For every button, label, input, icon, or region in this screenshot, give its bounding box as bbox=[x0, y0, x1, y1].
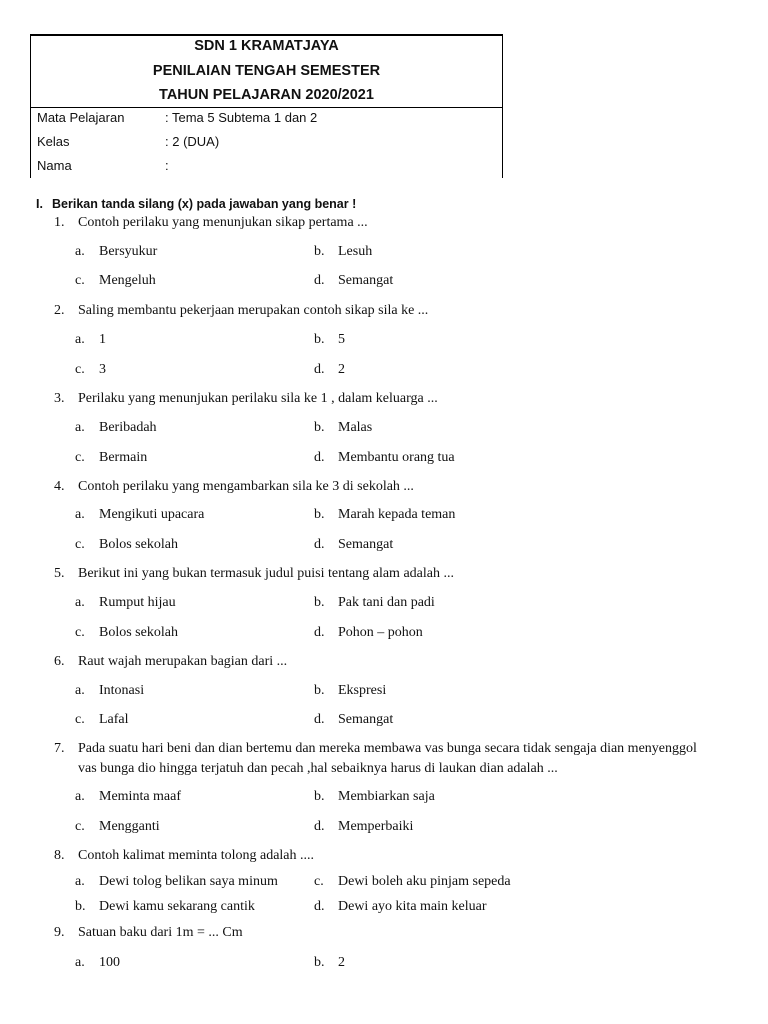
option-text: Membantu orang tua bbox=[338, 450, 455, 465]
question-number: 3. bbox=[54, 391, 65, 406]
option-text: Meminta maaf bbox=[99, 789, 182, 804]
option-text: Semangat bbox=[338, 712, 394, 727]
option-letter: d. bbox=[314, 362, 325, 377]
option-text: Bolos sekolah bbox=[99, 625, 178, 640]
q5-option-a[interactable] bbox=[75, 595, 176, 611]
option-letter: a. bbox=[75, 955, 85, 970]
option-text: Marah kepada teman bbox=[338, 507, 456, 522]
option-text: 1 bbox=[99, 332, 106, 347]
option-text: 3 bbox=[99, 362, 106, 377]
option-text: Mengeluh bbox=[99, 273, 156, 288]
q6-option-a[interactable] bbox=[75, 683, 144, 699]
option-letter: a. bbox=[75, 332, 85, 347]
option-letter: a. bbox=[75, 789, 85, 804]
q2-option-d[interactable] bbox=[314, 362, 345, 378]
q9-option-a[interactable] bbox=[75, 955, 120, 971]
q6-option-c[interactable] bbox=[75, 712, 129, 728]
q8-option-c[interactable] bbox=[314, 874, 511, 890]
q3-option-b[interactable] bbox=[314, 420, 372, 436]
q5-option-d[interactable] bbox=[314, 625, 423, 641]
option-text: 5 bbox=[338, 332, 345, 347]
option-text: Malas bbox=[338, 420, 373, 435]
question-number: 1. bbox=[54, 215, 65, 230]
question-number: 7. bbox=[54, 741, 65, 756]
question-number: 6. bbox=[54, 654, 65, 669]
section-number: I. bbox=[36, 197, 43, 211]
option-letter: d. bbox=[314, 625, 325, 640]
option-letter: d. bbox=[314, 450, 325, 465]
q3-option-d[interactable] bbox=[314, 450, 455, 466]
option-text: Mengikuti upacara bbox=[99, 507, 205, 522]
option-letter: b. bbox=[314, 683, 325, 698]
question-number: 8. bbox=[54, 848, 65, 863]
q3-option-a[interactable] bbox=[75, 420, 157, 436]
option-letter: a. bbox=[75, 244, 85, 259]
question-text: Pada suatu hari beni dan dian bertemu dan mereka membawa vas bunga secara tidak sengaja dian menyenggol vas bunga dio hingga terjatuh dan pecah ,hal sebaiknya harus di laukan dian adalah ... bbox=[78, 741, 697, 776]
option-letter: d. bbox=[314, 819, 325, 834]
option-text: Bolos sekolah bbox=[99, 537, 178, 552]
option-text: 2 bbox=[338, 362, 345, 377]
exam-title: PENILAIAN TENGAH SEMESTER bbox=[152, 63, 381, 79]
option-text: Membiarkan saja bbox=[338, 789, 435, 804]
q7-option-c[interactable] bbox=[75, 819, 160, 835]
option-letter: c. bbox=[75, 362, 85, 377]
question-text: Satuan baku dari 1m = ... Cm bbox=[78, 925, 243, 940]
question-text: Berikut ini yang bukan termasuk judul puisi tentang alam adalah ... bbox=[78, 566, 454, 581]
option-text: Dewi kamu sekarang cantik bbox=[99, 899, 255, 914]
name-label: Nama bbox=[37, 158, 72, 173]
q5-option-c[interactable] bbox=[75, 625, 178, 641]
question-text: Perilaku yang menunjukan perilaku sila ke 1 , dalam keluarga ... bbox=[78, 391, 438, 406]
option-letter: b. bbox=[314, 955, 325, 970]
option-letter: d. bbox=[314, 712, 325, 727]
q7-option-d[interactable] bbox=[314, 819, 413, 835]
option-letter: c. bbox=[75, 537, 85, 552]
option-letter: b. bbox=[75, 899, 86, 914]
question-number: 2. bbox=[54, 303, 65, 318]
option-letter: d. bbox=[314, 899, 325, 914]
option-letter: d. bbox=[314, 537, 325, 552]
q4-option-a[interactable] bbox=[75, 507, 204, 523]
question-number: 4. bbox=[54, 479, 65, 494]
class-label: Kelas bbox=[37, 134, 70, 149]
option-text: 100 bbox=[99, 955, 120, 970]
option-text: Bermain bbox=[99, 450, 148, 465]
q4-option-d[interactable] bbox=[314, 537, 393, 553]
question-text: Saling membantu pekerjaan merupakan contoh sikap sila ke ... bbox=[78, 303, 429, 318]
q8-option-d[interactable] bbox=[314, 899, 487, 915]
q8-option-a[interactable] bbox=[75, 874, 278, 890]
q5-option-b[interactable] bbox=[314, 595, 435, 611]
question-text: Contoh perilaku yang menunjukan sikap pertama ... bbox=[78, 215, 368, 230]
option-letter: c. bbox=[314, 874, 324, 889]
option-text: Lafal bbox=[99, 712, 129, 727]
school-name: SDN 1 KRAMATJAYA bbox=[194, 38, 339, 54]
option-letter: c. bbox=[75, 625, 85, 640]
class-value: : 2 (DUA) bbox=[165, 134, 220, 149]
q2-option-a[interactable] bbox=[75, 332, 106, 348]
question-number: 9. bbox=[54, 925, 65, 940]
header-divider bbox=[31, 107, 502, 108]
exam-header-box bbox=[30, 34, 503, 178]
option-letter: c. bbox=[75, 450, 85, 465]
question-text: Contoh perilaku yang mengambarkan sila ke 3 di sekolah ... bbox=[78, 479, 414, 494]
q2-option-b[interactable] bbox=[314, 332, 345, 348]
question-text: Contoh kalimat meminta tolong adalah .... bbox=[78, 848, 315, 863]
option-letter: a. bbox=[75, 683, 85, 698]
option-letter: a. bbox=[75, 420, 85, 435]
option-letter: a. bbox=[75, 874, 85, 889]
option-letter: b. bbox=[314, 420, 325, 435]
option-letter: c. bbox=[75, 712, 85, 727]
q1-option-d[interactable] bbox=[314, 273, 393, 289]
q1-option-c[interactable] bbox=[75, 273, 156, 289]
option-letter: a. bbox=[75, 595, 85, 610]
q1-option-a[interactable] bbox=[75, 244, 157, 260]
q3-option-c[interactable] bbox=[75, 450, 147, 466]
q7-option-a[interactable] bbox=[75, 789, 181, 805]
option-text: Semangat bbox=[338, 273, 394, 288]
option-letter: b. bbox=[314, 244, 325, 259]
option-text: Bersyukur bbox=[99, 244, 158, 259]
option-text: Semangat bbox=[338, 537, 394, 552]
option-letter: b. bbox=[314, 595, 325, 610]
question-text: Raut wajah merupakan bagian dari ... bbox=[78, 654, 288, 669]
option-letter: b. bbox=[314, 507, 325, 522]
section-instruction bbox=[36, 197, 356, 211]
option-letter: b. bbox=[314, 789, 325, 804]
q1-option-b[interactable] bbox=[314, 244, 372, 260]
q4-option-c[interactable] bbox=[75, 537, 178, 553]
option-text: Beribadah bbox=[99, 420, 157, 435]
option-text: Memperbaiki bbox=[338, 819, 414, 834]
option-letter: c. bbox=[75, 273, 85, 288]
subject-value: : Tema 5 Subtema 1 dan 2 bbox=[165, 110, 318, 125]
option-text: Dewi ayo kita main keluar bbox=[338, 899, 487, 914]
subject-label: Mata Pelajaran bbox=[37, 110, 125, 125]
option-text: 2 bbox=[338, 955, 345, 970]
option-letter: a. bbox=[75, 507, 85, 522]
option-text: Pak tani dan padi bbox=[338, 595, 435, 610]
instruction-text: Berikan tanda silang (x) pada jawaban yang benar ! bbox=[52, 197, 357, 211]
option-text: Dewi tolog belikan saya minum bbox=[99, 874, 278, 889]
q6-option-d[interactable] bbox=[314, 712, 393, 728]
option-text: Pohon – pohon bbox=[338, 625, 423, 640]
option-text: Rumput hijau bbox=[99, 595, 176, 610]
academic-year: TAHUN PELAJARAN 2020/2021 bbox=[159, 87, 374, 103]
option-letter: b. bbox=[314, 332, 325, 347]
option-text: Lesuh bbox=[338, 244, 373, 259]
q4-option-b[interactable] bbox=[314, 507, 455, 523]
option-text: Ekspresi bbox=[338, 683, 387, 698]
option-letter: c. bbox=[75, 819, 85, 834]
q8-option-b[interactable] bbox=[75, 899, 255, 915]
option-text: Mengganti bbox=[99, 819, 160, 834]
q6-option-b[interactable] bbox=[314, 683, 386, 699]
option-text: Dewi boleh aku pinjam sepeda bbox=[338, 874, 511, 889]
q2-option-c[interactable] bbox=[75, 362, 106, 378]
question-number: 5. bbox=[54, 566, 65, 581]
option-letter: d. bbox=[314, 273, 325, 288]
name-value: : bbox=[165, 158, 169, 173]
q7-option-b[interactable] bbox=[314, 789, 435, 805]
q9-option-b[interactable] bbox=[314, 955, 345, 971]
option-text: Intonasi bbox=[99, 683, 145, 698]
